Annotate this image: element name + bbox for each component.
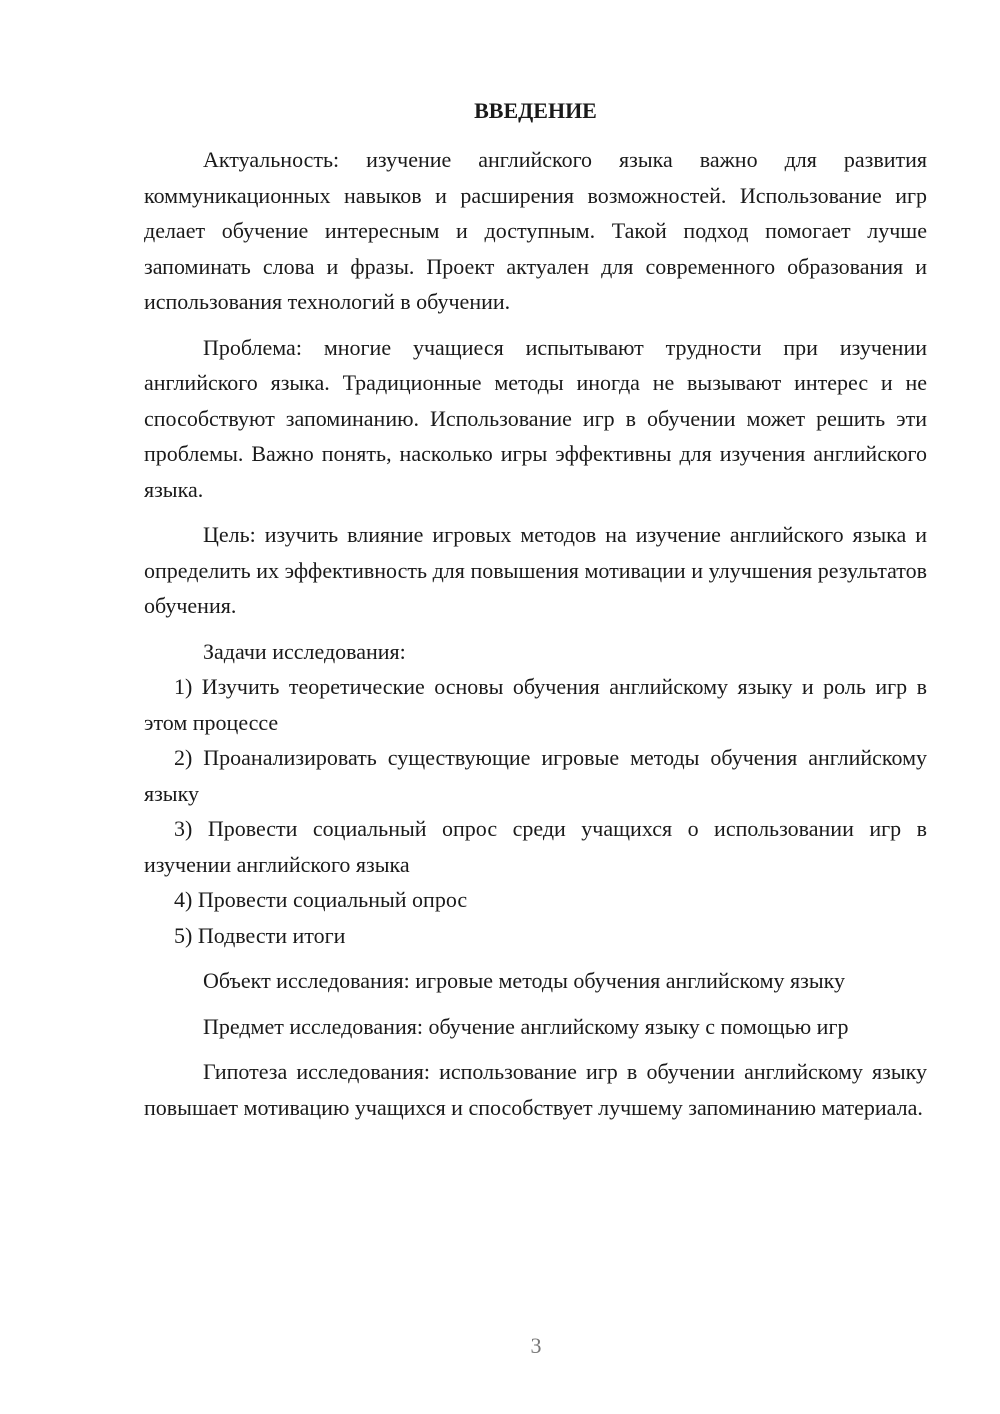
- subject-paragraph: Предмет исследования: обучение английскому языку с помощью игр: [203, 1013, 849, 1039]
- task-item-2: 2) Проанализировать существующие игровые методы обучения английскому языку: [144, 745, 927, 806]
- relevance-paragraph: Актуальность: изучение английского языка важно для развития коммуникационных навыков и расширения возможностей. Использование игр делает обучение интересным и доступным. Такой подход помогает лучше запоминать слова и фразы. Проект актуален для современного образования и использования технологий в обучении.: [144, 147, 927, 314]
- task-item-4: 4) Провести социальный опрос: [174, 887, 468, 912]
- page-content: [144, 96, 927, 1125]
- tasks-list: [144, 669, 927, 953]
- goal-paragraph: Цель: изучить влияние игровых методов на изучение английского языка и определить их эффективность для повышения мотивации и улучшения результатов обучения.: [144, 522, 927, 618]
- page-number: 3: [530, 1333, 542, 1358]
- task-item-1: 1) Изучить теоретические основы обучения английскому языку и роль игр в этом процессе: [144, 674, 927, 735]
- tasks-heading: Задачи исследования:: [203, 638, 406, 664]
- object-paragraph: Объект исследования: игровые методы обучения английскому языку: [203, 968, 845, 993]
- problem-paragraph: Проблема: многие учащиеся испытывают трудности при изучении английского языка. Традиционные методы иногда не вызывают интерес и не способствуют запоминанию. Использование игр в обучении может решить эти проблемы. Важно понять, насколько игры эффективны для изучения английского языка.: [144, 334, 927, 502]
- page-title: ВВЕДЕНИЕ: [474, 98, 597, 123]
- hypothesis-paragraph: Гипотеза исследования: использование игр в обучении английскому языку повышает мотивацию учащихся и способствует лучшему запоминанию материала.: [144, 1059, 927, 1120]
- task-item-5: 5) Подвести итоги: [174, 922, 346, 948]
- task-item-3: 3) Провести социальный опрос среди учащихся о использовании игр в изучении английского языка: [144, 816, 927, 877]
